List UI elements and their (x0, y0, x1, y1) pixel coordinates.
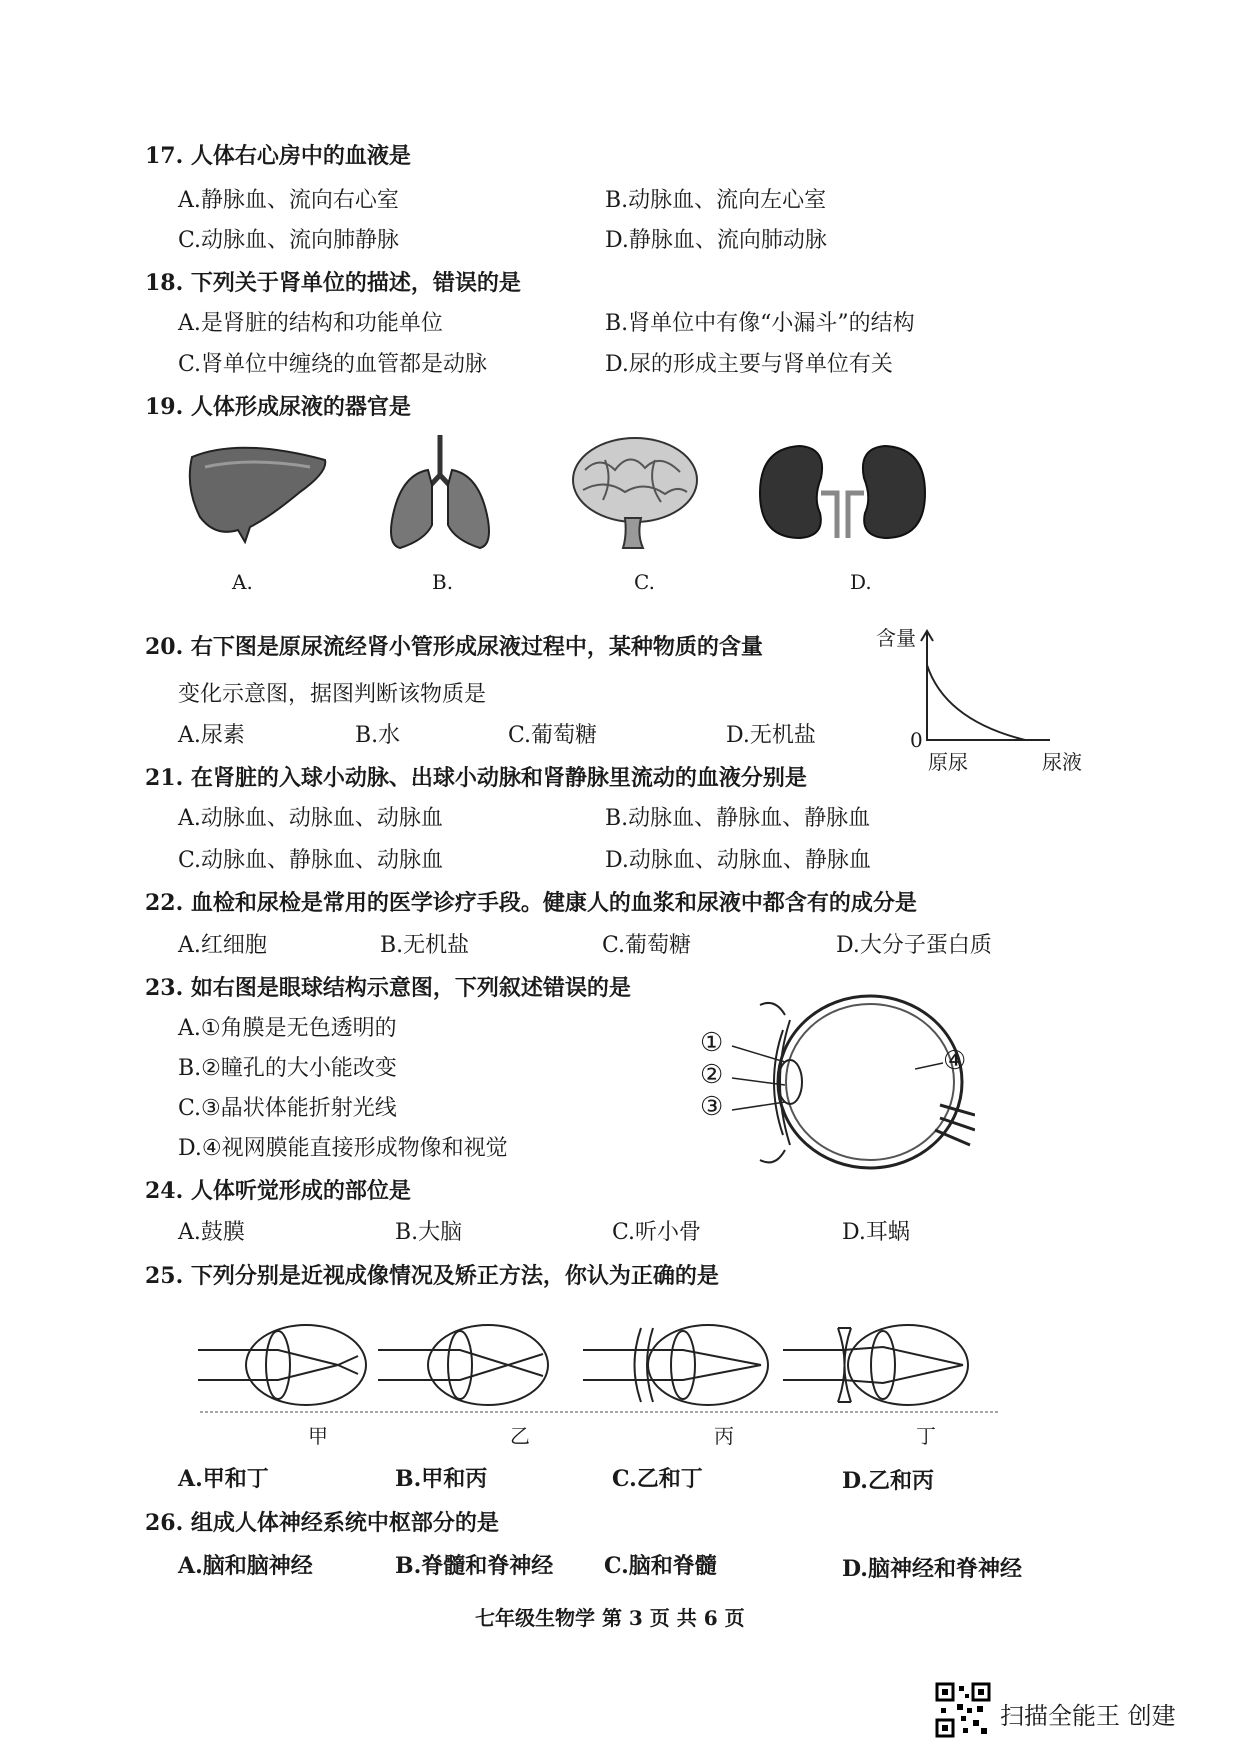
q23-option-b: B.②瞳孔的大小能改变 (178, 1056, 397, 1081)
graph-x-end: 尿液 (1042, 750, 1082, 774)
diagram-baseline (200, 1410, 1000, 1414)
q21-option-d: D.动脉血、动脉血、静脉血 (605, 848, 871, 873)
q19-label-b: B. (432, 570, 454, 594)
q21-option-c: C.动脉血、静脉血、动脉血 (178, 848, 444, 873)
q19-label-c: C. (634, 570, 655, 594)
q24-stem: 24. 人体听觉形成的部位是 (145, 1178, 411, 1204)
q24-option-c: C.听小骨 (612, 1220, 702, 1245)
q25-option-b: B.甲和丙 (395, 1466, 488, 1492)
q18-option-a: A.是肾脏的结构和功能单位 (178, 311, 443, 336)
q25-option-a: A.甲和丁 (178, 1466, 269, 1492)
q21-stem: 21. 在肾脏的入球小动脉、出球小动脉和肾静脉里流动的血液分别是 (145, 765, 807, 791)
q22-option-b: B.无机盐 (380, 933, 470, 958)
eye-mark-2: ② (700, 1060, 724, 1090)
q17-option-c: C.动脉血、流向肺静脉 (178, 228, 400, 253)
q18-option-b: B.肾单位中有像“小漏斗”的结构 (605, 311, 915, 336)
eye-mark-4: ④ (943, 1046, 967, 1076)
myopia-diagrams (198, 1320, 998, 1415)
q17-option-a: A.静脉血、流向右心室 (178, 188, 399, 213)
q18-option-d: D.尿的形成主要与肾单位有关 (605, 352, 893, 377)
q20-option-d: D.无机盐 (726, 723, 816, 748)
lungs-icon (380, 430, 500, 558)
q22-option-a: A.红细胞 (178, 933, 267, 958)
graph-origin: 0 (910, 728, 923, 752)
q25-label-ding: 丁 (916, 1424, 936, 1448)
q26-stem: 26. 组成人体神经系统中枢部分的是 (145, 1510, 499, 1536)
q17-stem: 17. 人体右心房中的血液是 (145, 143, 411, 169)
q22-stem: 22. 血检和尿检是常用的医学诊疗手段。健康人的血浆和尿液中都含有的成分是 (145, 890, 917, 916)
q25-option-c: C.乙和丁 (612, 1466, 703, 1492)
eye-mark-4-leader (915, 1055, 945, 1075)
q24-option-b: B.大脑 (395, 1220, 463, 1245)
q22-option-d: D.大分子蛋白质 (836, 933, 992, 958)
q23-option-d: D.④视网膜能直接形成物像和视觉 (178, 1136, 508, 1161)
graph-x-start: 原尿 (928, 750, 968, 774)
eye-mark-1: ① (700, 1028, 724, 1058)
eye-mark-3: ③ (700, 1092, 724, 1122)
q25-option-d: D.乙和丙 (842, 1468, 934, 1494)
q21-option-b: B.动脉血、静脉血、静脉血 (605, 806, 871, 831)
q20-option-b: B.水 (355, 723, 401, 748)
q19-stem: 19. 人体形成尿液的器官是 (145, 394, 411, 420)
q21-option-a: A.动脉血、动脉血、动脉血 (178, 806, 443, 831)
page-footer: 七年级生物学 第 3 页 共 6 页 (475, 1606, 745, 1630)
q18-stem: 18. 下列关于肾单位的描述，错误的是 (145, 270, 521, 296)
q20-stem-line1: 20. 右下图是原尿流经肾小管形成尿液过程中，某种物质的含量 (145, 634, 763, 660)
q24-option-a: A.鼓膜 (178, 1220, 245, 1245)
liver-icon (180, 432, 330, 557)
q26-option-d: D.脑神经和脊神经 (842, 1556, 1022, 1582)
brain-icon (565, 430, 705, 550)
kidneys-icon (755, 438, 930, 548)
q25-label-jia: 甲 (308, 1424, 328, 1448)
q20-option-c: C.葡萄糖 (508, 723, 598, 748)
q23-option-a: A.①角膜是无色透明的 (178, 1016, 397, 1041)
q25-stem: 25. 下列分别是近视成像情况及矫正方法，你认为正确的是 (145, 1263, 719, 1289)
q20-stem-line2: 变化示意图，据图判断该物质是 (178, 682, 487, 707)
q23-option-c: C.③晶状体能折射光线 (178, 1096, 397, 1121)
q17-option-b: B.动脉血、流向左心室 (605, 188, 827, 213)
eye-mark-leaders (730, 1040, 790, 1120)
scanner-watermark: 扫描全能王 创建 (1000, 1702, 1176, 1730)
q17-option-d: D.静脉血、流向肺动脉 (605, 228, 827, 253)
q18-option-c: C.肾单位中缠绕的血管都是动脉 (178, 352, 488, 377)
q26-option-b: B.脊髓和脊神经 (395, 1553, 554, 1579)
q24-option-d: D.耳蜗 (842, 1220, 910, 1245)
graph-y-label: 含量 (876, 626, 916, 650)
q26-option-c: C.脑和脊髓 (604, 1553, 717, 1579)
q20-option-a: A.尿素 (178, 723, 245, 748)
q26-option-a: A.脑和脑神经 (178, 1553, 313, 1579)
concentration-graph (905, 625, 1055, 750)
q19-label-d: D. (850, 570, 872, 594)
q25-label-yi: 乙 (510, 1424, 530, 1448)
q25-label-bing: 丙 (714, 1424, 734, 1448)
q22-option-c: C.葡萄糖 (602, 933, 692, 958)
q19-label-a: A. (232, 570, 253, 594)
q23-stem: 23. 如右图是眼球结构示意图，下列叙述错误的是 (145, 975, 631, 1001)
qr-code-icon (935, 1682, 991, 1738)
